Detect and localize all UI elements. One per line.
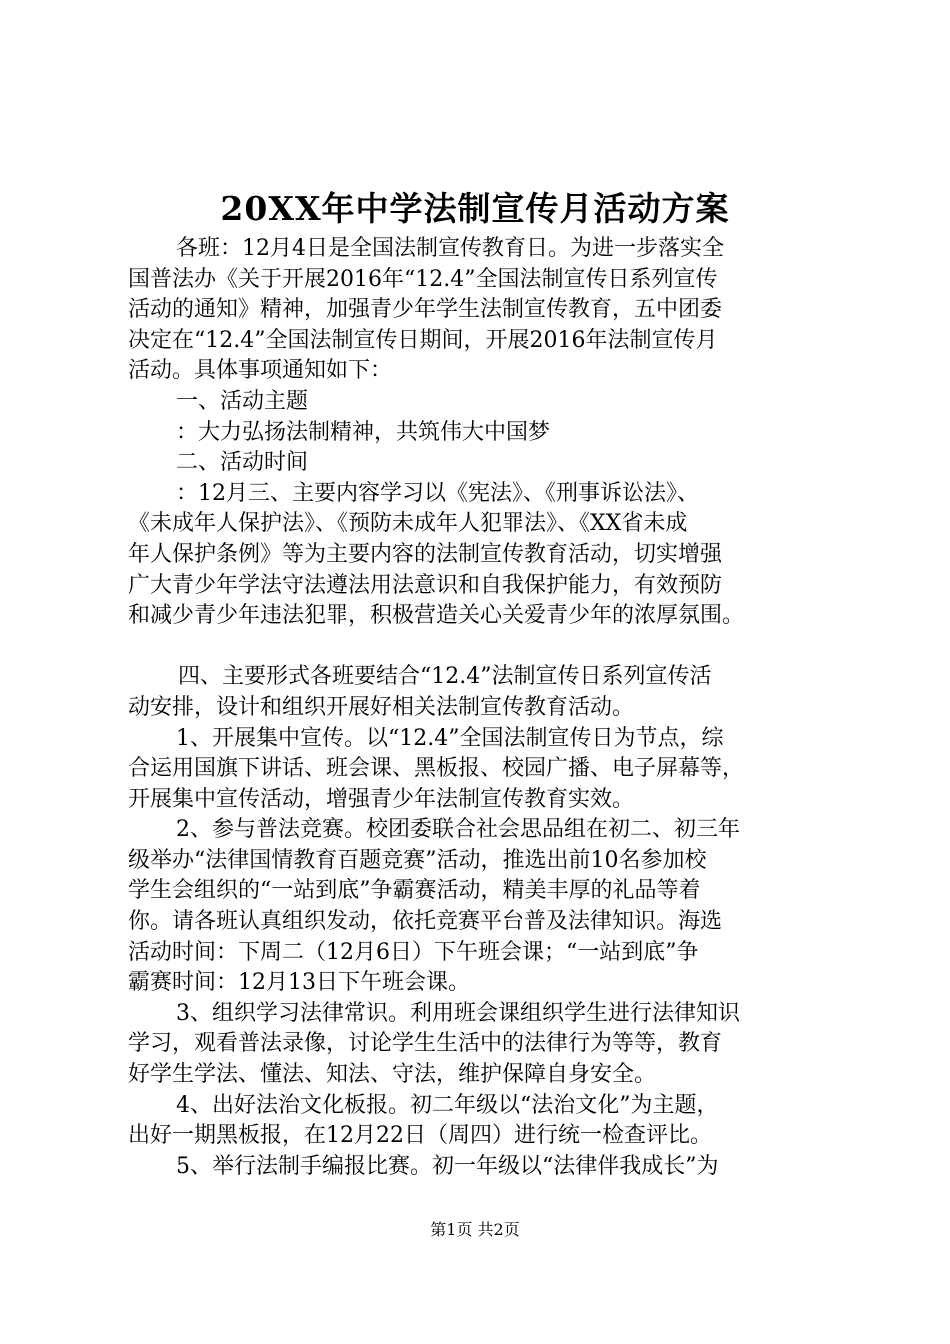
paragraph-line: 年人保护条例》等为主要内容的法制宣传教育活动，切实增强: [128, 541, 723, 567]
list-item: 5、举行法制手编报比赛。初一年级以“法律伴我成长”为: [176, 1153, 719, 1179]
paragraph-line: 动安排，设计和组织开展好相关法制宣传教育活动。: [128, 694, 635, 720]
paragraph-line: 广大青少年学法守法遵法用法意识和自我保护能力，有效预防: [128, 572, 723, 598]
paragraph-line: 活动。具体事项通知如下：: [128, 358, 393, 384]
paragraph-line: 级举办“法律国情教育百题竞赛”活动，推选出前10名参加校: [128, 847, 707, 873]
paragraph-line: 好学生学法、懂法、知法、守法，维护保障自身安全。: [128, 1062, 657, 1088]
paragraph-line: 决定在“12.4”全国法制宣传日期间，开展2016年法制宣传月: [128, 327, 718, 353]
paragraph-line: ：12月三、主要内容学习以《宪法》、《刑事诉讼法》、: [176, 480, 699, 506]
paragraph-line: ：大力弘扬法制精神，共筑伟大中国梦: [176, 419, 551, 445]
document-title: 20XX年中学法制宣传月活动方案: [220, 189, 730, 228]
section-heading: 四、主要形式各班要结合“12.4”法制宣传日系列宣传活: [178, 664, 712, 690]
paragraph-line: 学生会组织的“一站到底”争霸赛活动，精美丰厚的礼品等着: [128, 878, 701, 904]
paragraph-line: 霸赛时间：12月13日下午班会课。: [128, 970, 470, 996]
paragraph-line: 活动的通知》精神，加强青少年学生法制宣传教育，五中团委: [128, 297, 723, 323]
paragraph-line: 合运用国旗下讲话、班会课、黑板报、校园广播、电子屏幕等，: [128, 756, 745, 782]
list-item: 3、组织学习法律常识。利用班会课组织学生进行法律知识: [176, 1000, 740, 1026]
page-footer: 第1页 共2页: [430, 1220, 520, 1239]
paragraph-line: 各班：12月4日是全国法制宣传教育日。为进一步落实全: [176, 236, 724, 261]
list-item: 2、参与普法竞赛。校团委联合社会思品组在初二、初三年: [176, 817, 740, 843]
paragraph-line: 和减少青少年违法犯罪，积极营造关心关爱青少年的浓厚氛围。: [128, 603, 745, 629]
section-heading: 一、活动主题: [176, 388, 309, 414]
list-item: 4、出好法治文化板报。初二年级以“法治文化”为主题，: [176, 1092, 719, 1118]
paragraph-line: 《未成年人保护法》、《预防未成年人犯罪法》、《XX省未成: [128, 511, 688, 537]
list-item: 1、开展集中宣传。以“12.4”全国法制宣传日为节点，综: [176, 725, 724, 751]
paragraph-line: 开展集中宣传活动，增强青少年法制宣传教育实效。: [128, 786, 635, 812]
paragraph-line: 你。请各班认真组织发动，依托竞赛平台普及法律知识。海选: [128, 909, 723, 935]
paragraph-line: 学习，观看普法录像，讨论学生生活中的法律行为等等，教育: [128, 1031, 723, 1057]
paragraph-line: 国普法办《关于开展2016年“12.4”全国法制宣传日系列宣传: [128, 266, 718, 292]
document-body: [128, 234, 848, 1182]
section-heading: 二、活动时间: [176, 450, 309, 476]
paragraph-line: 出好一期黑板报，在12月22日（周四）进行统一检查评比。: [128, 1123, 712, 1149]
paragraph-line: 活动时间：下周二（12月6日）下午班会课；“一站到底”争: [128, 939, 699, 965]
